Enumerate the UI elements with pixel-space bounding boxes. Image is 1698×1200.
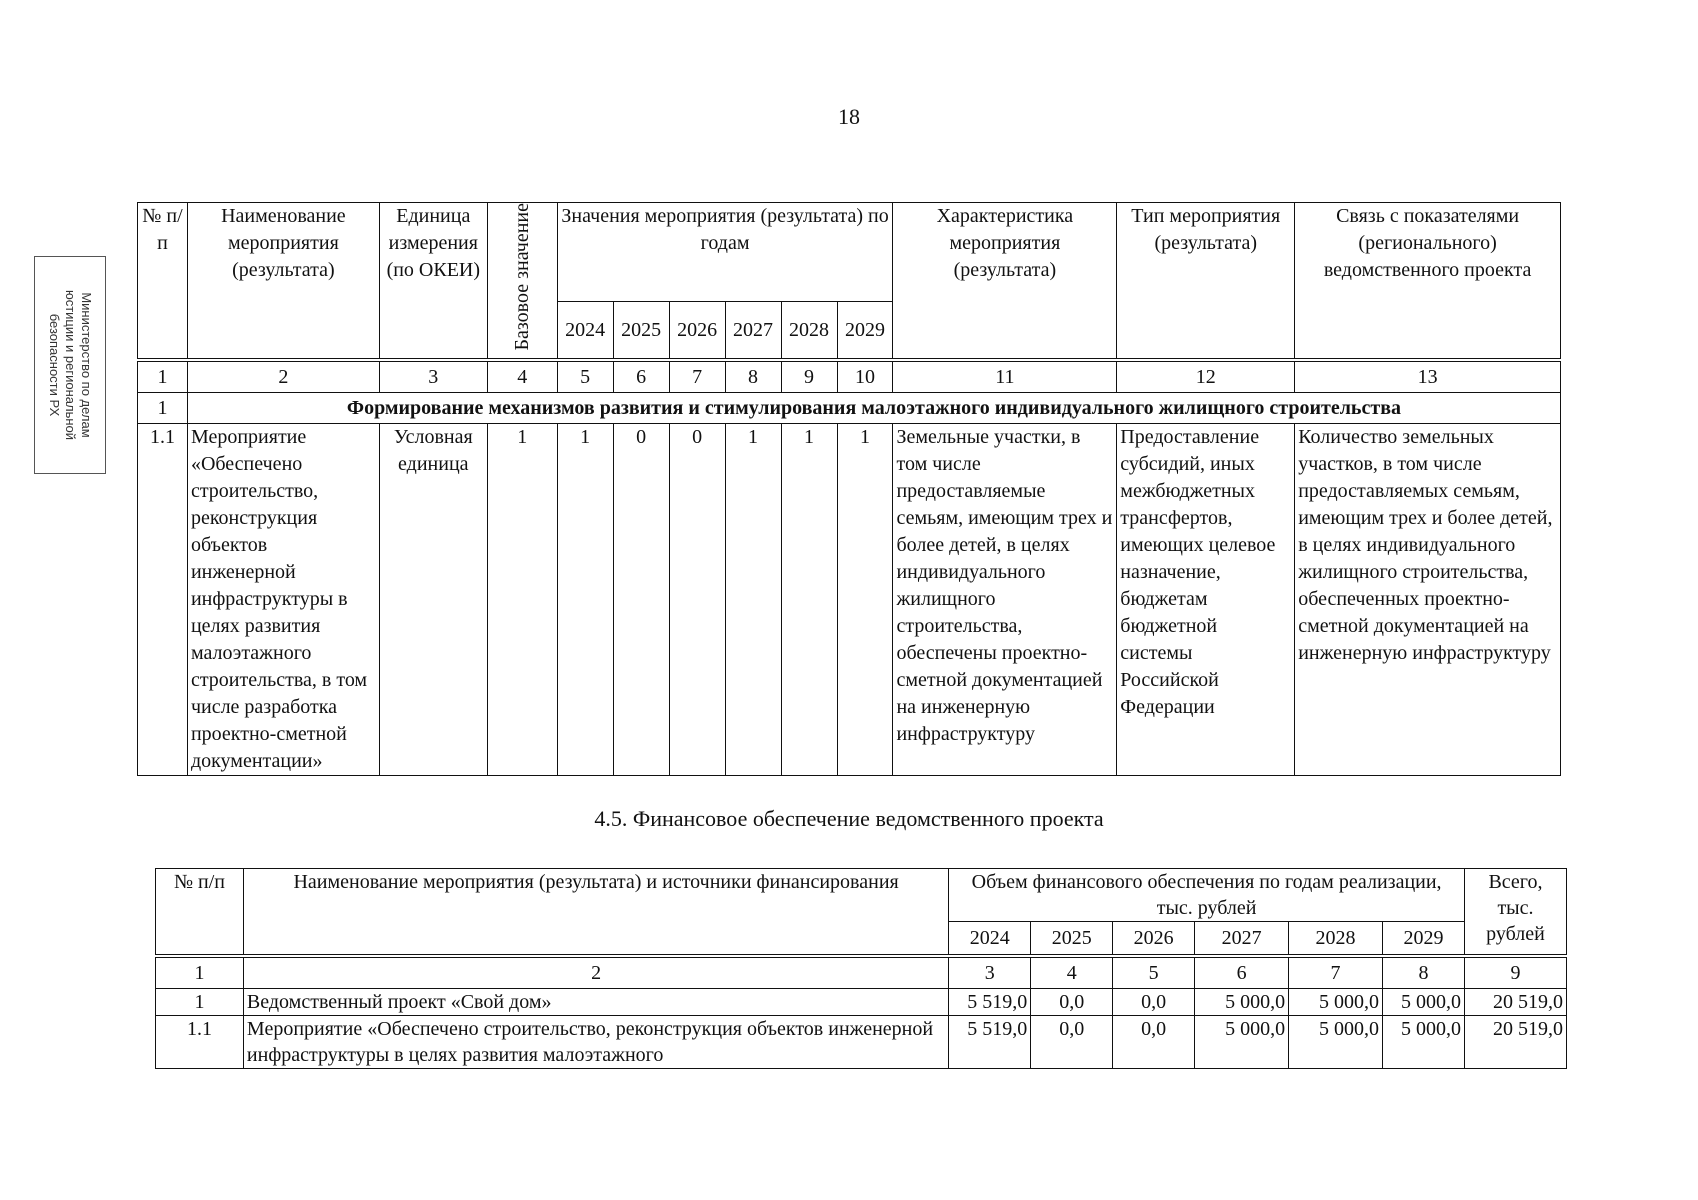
project-activities-table <box>137 202 1561 776</box>
header-name: Наименование мероприятия (результата) и источники финансирования <box>243 869 948 957</box>
header-year: 2026 <box>669 302 725 361</box>
row-value-year: 0 <box>613 424 669 776</box>
stamp-line: Министерство по делам <box>79 292 94 438</box>
row-value-year: 5 000,0 <box>1383 989 1465 1016</box>
column-number: 2 <box>187 360 379 393</box>
row-name: Мероприятие «Обеспечено строительство, реконструкция объектов инженерной инфраструктуры в целях развития малоэтажного строительства, в том числе разработка проектно-сметной документации» <box>187 424 379 776</box>
column-number: 11 <box>893 360 1117 393</box>
stamp-line: безопасности РХ <box>47 313 62 417</box>
column-number: 7 <box>1289 956 1383 989</box>
header-year: 2029 <box>837 302 893 361</box>
column-number: 6 <box>613 360 669 393</box>
header-year: 2024 <box>949 922 1031 957</box>
column-number: 13 <box>1295 360 1561 393</box>
column-number: 9 <box>781 360 837 393</box>
table-row <box>156 989 1567 1016</box>
column-number: 8 <box>1383 956 1465 989</box>
header-year: 2027 <box>1195 922 1289 957</box>
header-year: 2026 <box>1113 922 1195 957</box>
section-num: 1 <box>138 393 188 424</box>
header-volume-group: Объем финансового обеспечения по годам реализации, тыс. рублей <box>949 869 1465 922</box>
row-value-year: 1 <box>781 424 837 776</box>
column-number: 2 <box>243 956 948 989</box>
financing-table <box>155 868 1567 1069</box>
row-unit: Условная единица <box>379 424 487 776</box>
header-year: 2028 <box>781 302 837 361</box>
header-num: № п/п <box>156 869 244 957</box>
header-base-value <box>487 203 557 361</box>
column-number: 1 <box>138 360 188 393</box>
header-year: 2028 <box>1289 922 1383 957</box>
row-value-year: 5 000,0 <box>1383 1016 1465 1069</box>
column-number: 12 <box>1117 360 1295 393</box>
header-link: Связь с показателями (регионального) ведомственного проекта <box>1295 203 1561 361</box>
header-unit: Единица измерения (по ОКЕИ) <box>379 203 487 361</box>
column-number: 5 <box>1113 956 1195 989</box>
header-characteristic: Характеристика мероприятия (результата) <box>893 203 1117 361</box>
header-num: № п/п <box>138 203 188 361</box>
row-value-year: 0,0 <box>1113 989 1195 1016</box>
row-value-year: 0 <box>669 424 725 776</box>
row-value-year: 5 519,0 <box>949 1016 1031 1069</box>
header-year: 2029 <box>1383 922 1465 957</box>
row-value-year: 5 000,0 <box>1289 1016 1383 1069</box>
row-value-year: 1 <box>725 424 781 776</box>
row-value-year: 1 <box>557 424 613 776</box>
header-year: 2027 <box>725 302 781 361</box>
row-link: Количество земельных участков, в том числе предоставляемых семьям, имеющим трех и более детей, в целях индивидуального жилищного строительства, обеспеченных проектно-сметной документацией на инженерную инфраструктуру <box>1295 424 1561 776</box>
column-number: 7 <box>669 360 725 393</box>
column-number: 6 <box>1195 956 1289 989</box>
row-name: Мероприятие «Обеспечено строительство, реконструкция объектов инженерной инфраструктуры в целях развития малоэтажного <box>243 1016 948 1069</box>
row-characteristic: Земельные участки, в том числе предоставляемые семьям, имеющим трех и более детей, в целях индивидуального жилищного строительства, обеспечены проектно-сметной документацией на инженерную инфраструктуру <box>893 424 1117 776</box>
row-type: Предоставление субсидий, иных межбюджетных трансфертов, имеющих целевое назначение, бюджетам бюджетной системы Российской Федерации <box>1117 424 1295 776</box>
section-heading: 4.5. Финансовое обеспечение ведомственного проекта <box>594 806 1104 831</box>
row-value-year: 5 000,0 <box>1289 989 1383 1016</box>
row-value-year: 0,0 <box>1031 989 1113 1016</box>
header-year: 2024 <box>557 302 613 361</box>
row-total: 20 519,0 <box>1464 1016 1566 1069</box>
row-value-year: 5 000,0 <box>1195 1016 1289 1069</box>
row-base-value: 1 <box>487 424 557 776</box>
column-number: 9 <box>1464 956 1566 989</box>
table-row <box>156 1016 1567 1069</box>
page-number: 18 <box>838 104 860 129</box>
column-number-row <box>156 956 1567 989</box>
row-num: 1.1 <box>156 1016 244 1069</box>
section-title: Формирование механизмов развития и стимулирования малоэтажного индивидуального жилищного строительства <box>187 393 1560 424</box>
header-base-value-text: Базовое значение <box>511 203 534 351</box>
column-number-row <box>138 360 1561 393</box>
column-number: 5 <box>557 360 613 393</box>
row-value-year: 5 000,0 <box>1195 989 1289 1016</box>
column-number: 3 <box>949 956 1031 989</box>
section-row <box>138 393 1561 424</box>
header-total: Всего, тыс. рублей <box>1464 869 1566 957</box>
row-num: 1 <box>156 989 244 1016</box>
row-value-year: 5 519,0 <box>949 989 1031 1016</box>
stamp-line: юстиции и региональной <box>63 289 78 441</box>
header-name: Наименование мероприятия (результата) <box>187 203 379 361</box>
row-value-year: 1 <box>837 424 893 776</box>
column-number: 3 <box>379 360 487 393</box>
header-year: 2025 <box>613 302 669 361</box>
row-total: 20 519,0 <box>1464 989 1566 1016</box>
column-number: 4 <box>1031 956 1113 989</box>
table-row <box>138 424 1561 776</box>
row-name: Ведомственный проект «Свой дом» <box>243 989 948 1016</box>
row-value-year: 0,0 <box>1113 1016 1195 1069</box>
header-values-group: Значения мероприятия (результата) по годам <box>557 203 893 302</box>
stamp-text <box>46 260 94 470</box>
header-type: Тип мероприятия (результата) <box>1117 203 1295 361</box>
registration-stamp <box>34 256 106 474</box>
row-num: 1.1 <box>138 424 188 776</box>
column-number: 1 <box>156 956 244 989</box>
row-value-year: 0,0 <box>1031 1016 1113 1069</box>
column-number: 10 <box>837 360 893 393</box>
column-number: 4 <box>487 360 557 393</box>
column-number: 8 <box>725 360 781 393</box>
header-year: 2025 <box>1031 922 1113 957</box>
